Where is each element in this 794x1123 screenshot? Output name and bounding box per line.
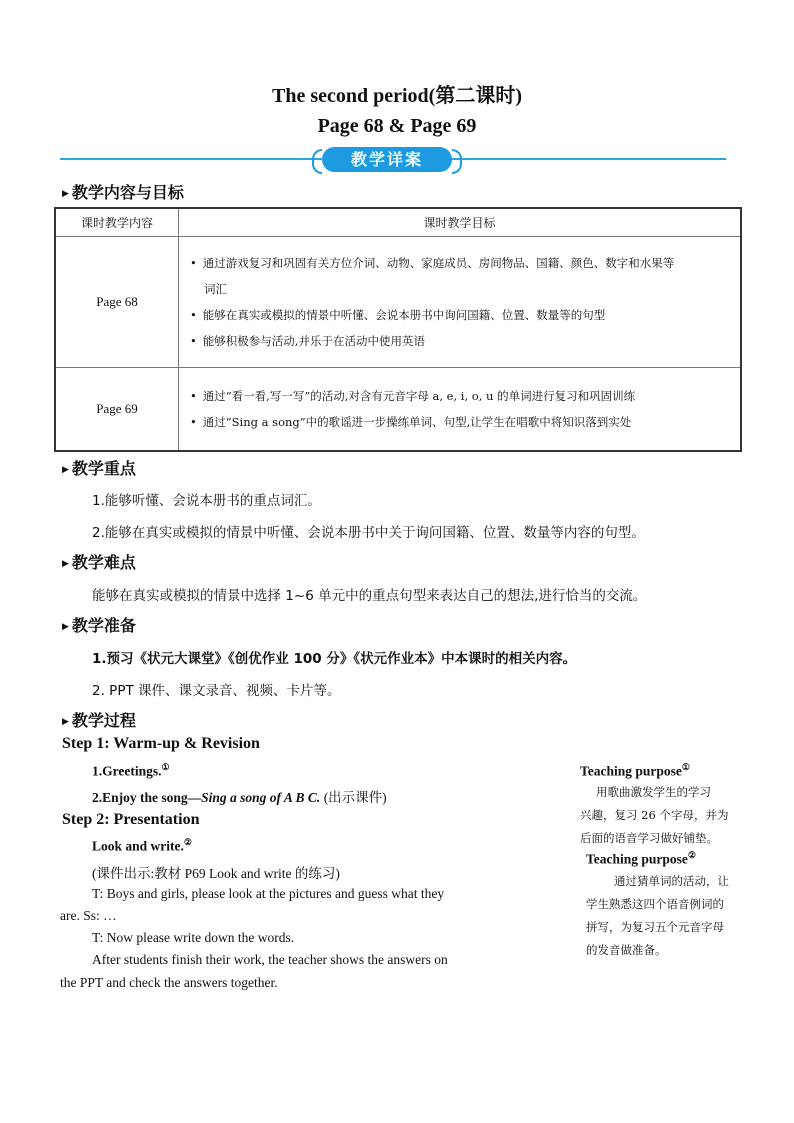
table-row bbox=[55, 236, 741, 367]
goal-item: • 通过“Sing a song”中的歌谣进一步操练单词、句型,让学生在唱歌中将知识落到实处 bbox=[190, 414, 632, 429]
key-point-item: 2.能够在真实或模拟的情景中听懂、会说本册书中关于询问国籍、位置、数量等内容的句型。 bbox=[92, 525, 645, 541]
goal-item: • 通过游戏复习和巩固有关方位介词、动物、家庭成员、房间物品、国籍、颜色、数字和水果等 词汇 bbox=[190, 255, 675, 296]
purpose1-line: 用歌曲激发学生的学习 bbox=[596, 785, 711, 799]
purpose2-line: 通过猜单词的活动，让 bbox=[614, 874, 729, 888]
triangle-icon: ▶ bbox=[62, 559, 69, 569]
table-cell-goals bbox=[179, 367, 742, 451]
section-heading-goals: ▶ 教学内容与目标 bbox=[62, 183, 184, 202]
section-heading-difficult-points: ▶ 教学难点 bbox=[62, 553, 136, 572]
triangle-icon: ▶ bbox=[62, 189, 69, 199]
step2-subheading: Look and write.② bbox=[92, 837, 192, 854]
section-badge: 教学详案 bbox=[322, 147, 452, 172]
step1-heading: Step 1: Warm-up & Revision bbox=[62, 735, 260, 752]
badge-bracket-left bbox=[312, 149, 322, 174]
triangle-icon: ▶ bbox=[62, 622, 69, 632]
section-heading-process: ▶ 教学过程 bbox=[62, 711, 136, 730]
badge-bracket-right bbox=[452, 149, 462, 174]
step2-line: T: Now please write down the words. bbox=[92, 930, 295, 945]
table-cell-goals bbox=[179, 236, 742, 367]
step2-line: T: Boys and girls, please look at the pictures and guess what they bbox=[92, 886, 445, 901]
step1-item-song: 2.Enjoy the song—Sing a song of A B C. (出示课件) bbox=[92, 790, 387, 805]
goals-table bbox=[54, 207, 742, 452]
goal-item: • 通过“看一看,写一写”的活动,对含有元音字母 a, e, i, o, u 的单词进行复习和巩固训练 bbox=[190, 388, 636, 403]
triangle-icon: ▶ bbox=[62, 465, 69, 475]
table-cell-content: Page 68 bbox=[55, 236, 179, 367]
step2-line: After students finish their work, the teacher shows the answers on bbox=[92, 952, 448, 967]
purpose1-line: 兴趣，复习 26 个字母，并为 bbox=[580, 808, 729, 822]
purpose1-line: 后面的语音学习做好铺垫。 bbox=[580, 831, 718, 845]
table-row bbox=[55, 367, 741, 451]
difficult-point-text: 能够在真实或模拟的情景中选择 1~6 单元中的重点句型来表达自己的想法,进行恰当的交流。 bbox=[92, 588, 647, 604]
goal-item: • 能够在真实或模拟的情景中听懂、会说本册书中询问国籍、位置、数量等的句型 bbox=[190, 307, 606, 322]
key-point-item: 1.能够听懂、会说本册书的重点词汇。 bbox=[92, 493, 321, 509]
purpose2-line: 拼写，为复习五个元音字母 bbox=[586, 920, 724, 934]
table-header-content: 课时教学内容 bbox=[55, 208, 179, 236]
table-header-row bbox=[55, 208, 741, 236]
purpose2-title: Teaching purpose② bbox=[586, 850, 696, 867]
preparation-item: 1.预习《状元大课堂》《创优作业 100 分》《状元作业本》中本课时的相关内容。 bbox=[92, 651, 577, 667]
step2-heading: Step 2: Presentation bbox=[62, 811, 200, 828]
step2-line: the PPT and check the answers together. bbox=[60, 975, 278, 990]
step1-item-greetings: 1.Greetings.① bbox=[92, 762, 170, 779]
goal-item: • 能够积极参与活动,并乐于在活动中使用英语 bbox=[190, 333, 425, 348]
page-title: The second period(第二课时) bbox=[272, 85, 522, 107]
step2-line: are. Ss: … bbox=[60, 908, 117, 923]
table-cell-content: Page 69 bbox=[55, 367, 179, 451]
purpose1-title: Teaching purpose① bbox=[580, 762, 690, 779]
divider-right bbox=[452, 158, 726, 160]
divider-left bbox=[60, 158, 322, 160]
step2-note: (课件出示:教材 P69 Look and write 的练习) bbox=[92, 866, 340, 881]
section-heading-key-points: ▶ 教学重点 bbox=[62, 459, 136, 478]
purpose2-line: 学生熟悉这四个语音例词的 bbox=[586, 897, 724, 911]
table-header-goals: 课时教学目标 bbox=[179, 208, 742, 236]
preparation-item: 2. PPT 课件、课文录音、视频、卡片等。 bbox=[92, 683, 341, 699]
purpose2-line: 的发音做准备。 bbox=[586, 943, 667, 957]
section-heading-preparation: ▶ 教学准备 bbox=[62, 616, 136, 635]
triangle-icon: ▶ bbox=[62, 717, 69, 727]
page-subtitle: Page 68 & Page 69 bbox=[317, 115, 477, 137]
